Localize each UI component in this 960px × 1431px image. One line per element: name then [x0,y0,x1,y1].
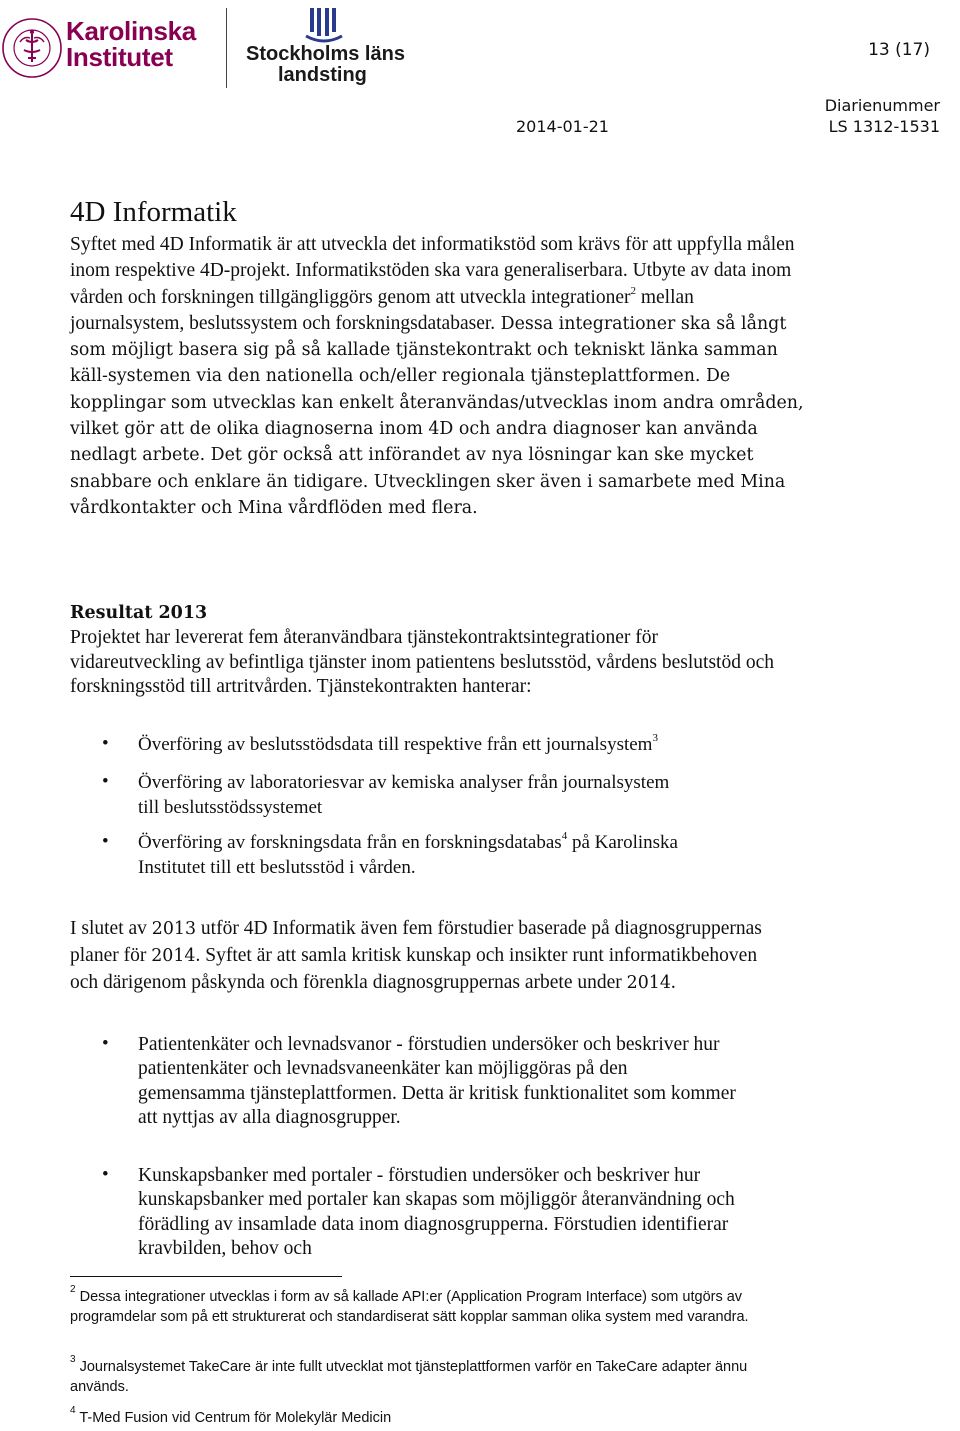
results-bullet-1: Överföring av beslutsstödsdata till respektive från ett journalsystem$^3$ [138,731,658,755]
page-number: 13 (17) [868,40,930,60]
intro-paragraph [70,232,805,521]
section-title: 4D Informatik [70,196,237,228]
study-bullet-1: Patientenkäter och levnadsvanor - förstudien undersöker och beskriver hur patientenkäter och levnadsvaneenkäter kan möjliggöras på den gemensamma tjänsteplattformen. Detta är kritisk funktionalitet som kommer att nyttjas av alla diagnosgrupper. [138,1034,736,1128]
sll-mark-icon [304,6,344,44]
results-bullet-2: Överföring av laboratoriesvar av kemiska analyser från journalsystem till beslutsstödssystemet [138,772,670,818]
sll-name: Stockholms läns landsting [246,43,405,86]
bullet-marker: • [102,1033,109,1054]
footnote-2: $^2$ Dessa integrationer utvecklas i form av så kallade API:er (Application Program Interface) som utgörs av programdelar som på ett strukturerat och standardiserat sätt kopplar samman olika system med varandra. [70,1284,749,1325]
document-date: 2014-01-21 [516,117,609,136]
footnote-4: $^4$ T-Med Fusion vid Centrum för Molekylär Medicin [70,1405,392,1426]
studies-paragraph: I slutet av 2013 utför 4D Informatik även fem förstudier baserade på diagnosgruppernas planer för 2014. Syftet är att samla kritisk kunskap och insikter runt informatikbehoven och därigenom påskynda och förenkla diagnosgruppernas arbete under 2014. [70,918,762,993]
footnote-3: $^3$ Journalsystemet TakeCare är inte fullt utvecklat mot tjänsteplattformen varför en TakeCare adapter ännu används. [70,1354,748,1395]
bullet-marker: • [102,771,109,792]
intro-text-body: Dessa integrationer ska så långt som möjligt basera sig på så kallade tjänstekontrakt och tekniskt länka samman käll-systemen via den nationella och/eller regionala tjänsteplattformen. De kopplingar som utvecklas kan enkelt återanvändas/utvecklas inom andra områden, vilket gör att de olika diagnoserna inom 4D och andra diagnoser kan använda nedlagt arbete. Det gör också att införandet av nya lösningar kan ske mycket snabbare och enklare än tidigare. Utvecklingen sker även i samarbete med Mina vårdkontakter och Mina vårdflöden med flera. [70,313,804,518]
intro-text-times-tail: mellan journalsystem, beslutssystem och forskningsdatabaser. [70,286,694,334]
results-heading: Resultat 2013 [70,603,208,623]
study-bullet-2: Kunskapsbanker med portaler - förstudien undersöker och beskriver hur kunskapsbanker med portaler kan skapas som möjliggör återanvändning och förädling av insamlade data inom diagnosgrupperna. Förstudien identifierar kravbilden, behov och [138,1165,735,1259]
intro-text-times: Syftet med 4D Informatik är att utveckla det informatikstöd som krävs för att uppfylla målen inom respektive 4D-projekt. Informatikstöden ska vara generaliserbara. Utbyte av data inom vården och forskningen tillgängliggörs genom att utveckla integrationer [70,234,795,308]
sll-logo [246,6,406,96]
footnote-ref-3: 3 [652,731,658,744]
bullet-marker: • [102,831,109,852]
ki-name: Karolinska Institutet [66,16,196,72]
diarienummer-label: Diarienummer [824,96,940,115]
results-paragraph: Projektet har levererat fem återanvändbara tjänstekontraktsintegrationer för vidareutveckling av befintliga tjänster inom patientens beslutsstöd, vårdens beslutstöd och forskningsstöd till artritvården. Tjänstekontrakten hanterar: [70,627,775,697]
footnote-ref-4: 4 [561,829,568,842]
footnote-ref-2: 2 [630,285,636,298]
results-bullet-3: Överföring av forskningsdata från en forskningsdatabas$^4$ på Karolinska Institutet till ett beslutsstöd i vården. [138,829,678,878]
header-divider [226,8,227,88]
bullet-marker: • [102,1164,109,1185]
footnote-separator [70,1276,342,1277]
diarienummer-value: LS 1312-1531 [828,117,940,136]
bullet-marker: • [102,733,109,754]
